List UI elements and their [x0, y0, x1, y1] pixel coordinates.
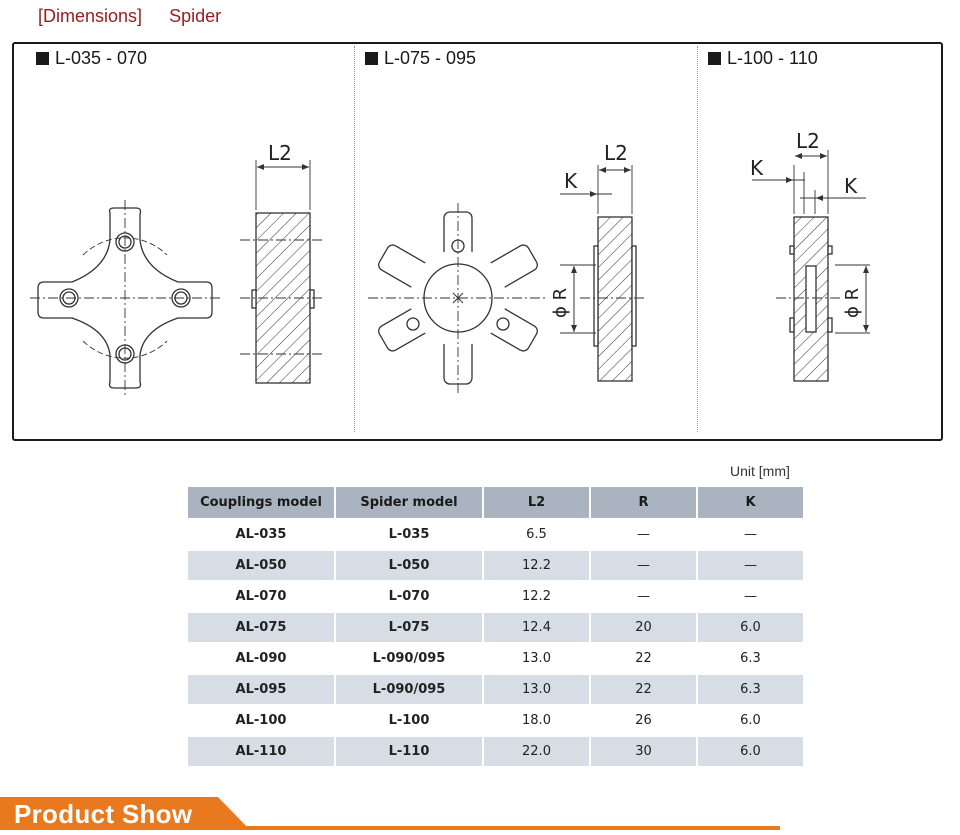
table-cell: 18.0: [484, 706, 591, 737]
table-cell: —: [591, 520, 698, 551]
table-cell: 12.4: [484, 613, 591, 644]
col-header: Couplings model: [188, 487, 336, 520]
r-label-3: ϕ R: [842, 287, 863, 318]
table-cell: L-090/095: [336, 675, 484, 706]
table-cell: L-100: [336, 706, 484, 737]
table-cell: 26: [591, 706, 698, 737]
table-cell: 30: [591, 737, 698, 768]
col-header: R: [591, 487, 698, 520]
table-row: [188, 582, 803, 613]
r-label-2: ϕ R: [550, 287, 571, 318]
spider-side-view-2: [560, 165, 646, 381]
table-cell: —: [698, 582, 803, 613]
table-cell: L-070: [336, 582, 484, 613]
table-cell: L-090/095: [336, 644, 484, 675]
table-row: [188, 675, 803, 706]
table-row: [188, 706, 803, 737]
l2-label-1: L2: [268, 141, 292, 165]
col-header: Spider model: [336, 487, 484, 520]
spider-front-view-4arm: [30, 200, 220, 398]
table-cell: 22: [591, 675, 698, 706]
table-cell: L-050: [336, 551, 484, 582]
table-cell: AL-070: [188, 582, 336, 613]
dimensions-label: [Dimensions]: [38, 6, 143, 26]
spider-side-view-1: [240, 160, 322, 383]
table-cell: AL-035: [188, 520, 336, 551]
table-cell: 6.0: [698, 613, 803, 644]
table-cell: 20: [591, 613, 698, 644]
table-header-row: [188, 487, 803, 520]
panel-title-2: L-075 - 095: [365, 48, 476, 69]
table-cell: 6.3: [698, 675, 803, 706]
table-cell: —: [698, 520, 803, 551]
col-header: L2: [484, 487, 591, 520]
table-row: [188, 644, 803, 675]
table-cell: L-035: [336, 520, 484, 551]
table-cell: —: [698, 551, 803, 582]
unit-label: Unit [mm]: [730, 463, 790, 479]
l2-label-3: L2: [796, 129, 820, 153]
spider-label: Spider: [169, 6, 222, 26]
table-cell: —: [591, 551, 698, 582]
k-label-2: K: [564, 169, 578, 193]
panel-title-1: L-035 - 070: [36, 48, 147, 69]
table-row: [188, 613, 803, 644]
table-cell: 12.2: [484, 582, 591, 613]
banner-title: Product Show: [14, 799, 193, 829]
table-row: [188, 520, 803, 551]
table-row: [188, 551, 803, 582]
table-cell: L-075: [336, 613, 484, 644]
table-cell: L-110: [336, 737, 484, 768]
table-cell: 6.3: [698, 644, 803, 675]
table-cell: AL-075: [188, 613, 336, 644]
k-label-3a: K: [750, 156, 764, 180]
k-label-3b: K: [844, 174, 858, 198]
table-cell: 6.0: [698, 737, 803, 768]
l2-label-2: L2: [604, 141, 628, 165]
table-cell: —: [591, 582, 698, 613]
table-cell: 13.0: [484, 644, 591, 675]
table-cell: 6.5: [484, 520, 591, 551]
table-cell: AL-110: [188, 737, 336, 768]
table-row: [188, 737, 803, 768]
panel-title-3: L-100 - 110: [708, 48, 818, 69]
table-cell: 13.0: [484, 675, 591, 706]
table-cell: 22: [591, 644, 698, 675]
table-cell: AL-090: [188, 644, 336, 675]
spider-spec-table: [188, 487, 803, 768]
table-cell: 22.0: [484, 737, 591, 768]
table-cell: AL-095: [188, 675, 336, 706]
table-cell: AL-050: [188, 551, 336, 582]
table-cell: 12.2: [484, 551, 591, 582]
col-header: K: [698, 487, 803, 520]
table-cell: AL-100: [188, 706, 336, 737]
table-cell: 6.0: [698, 706, 803, 737]
